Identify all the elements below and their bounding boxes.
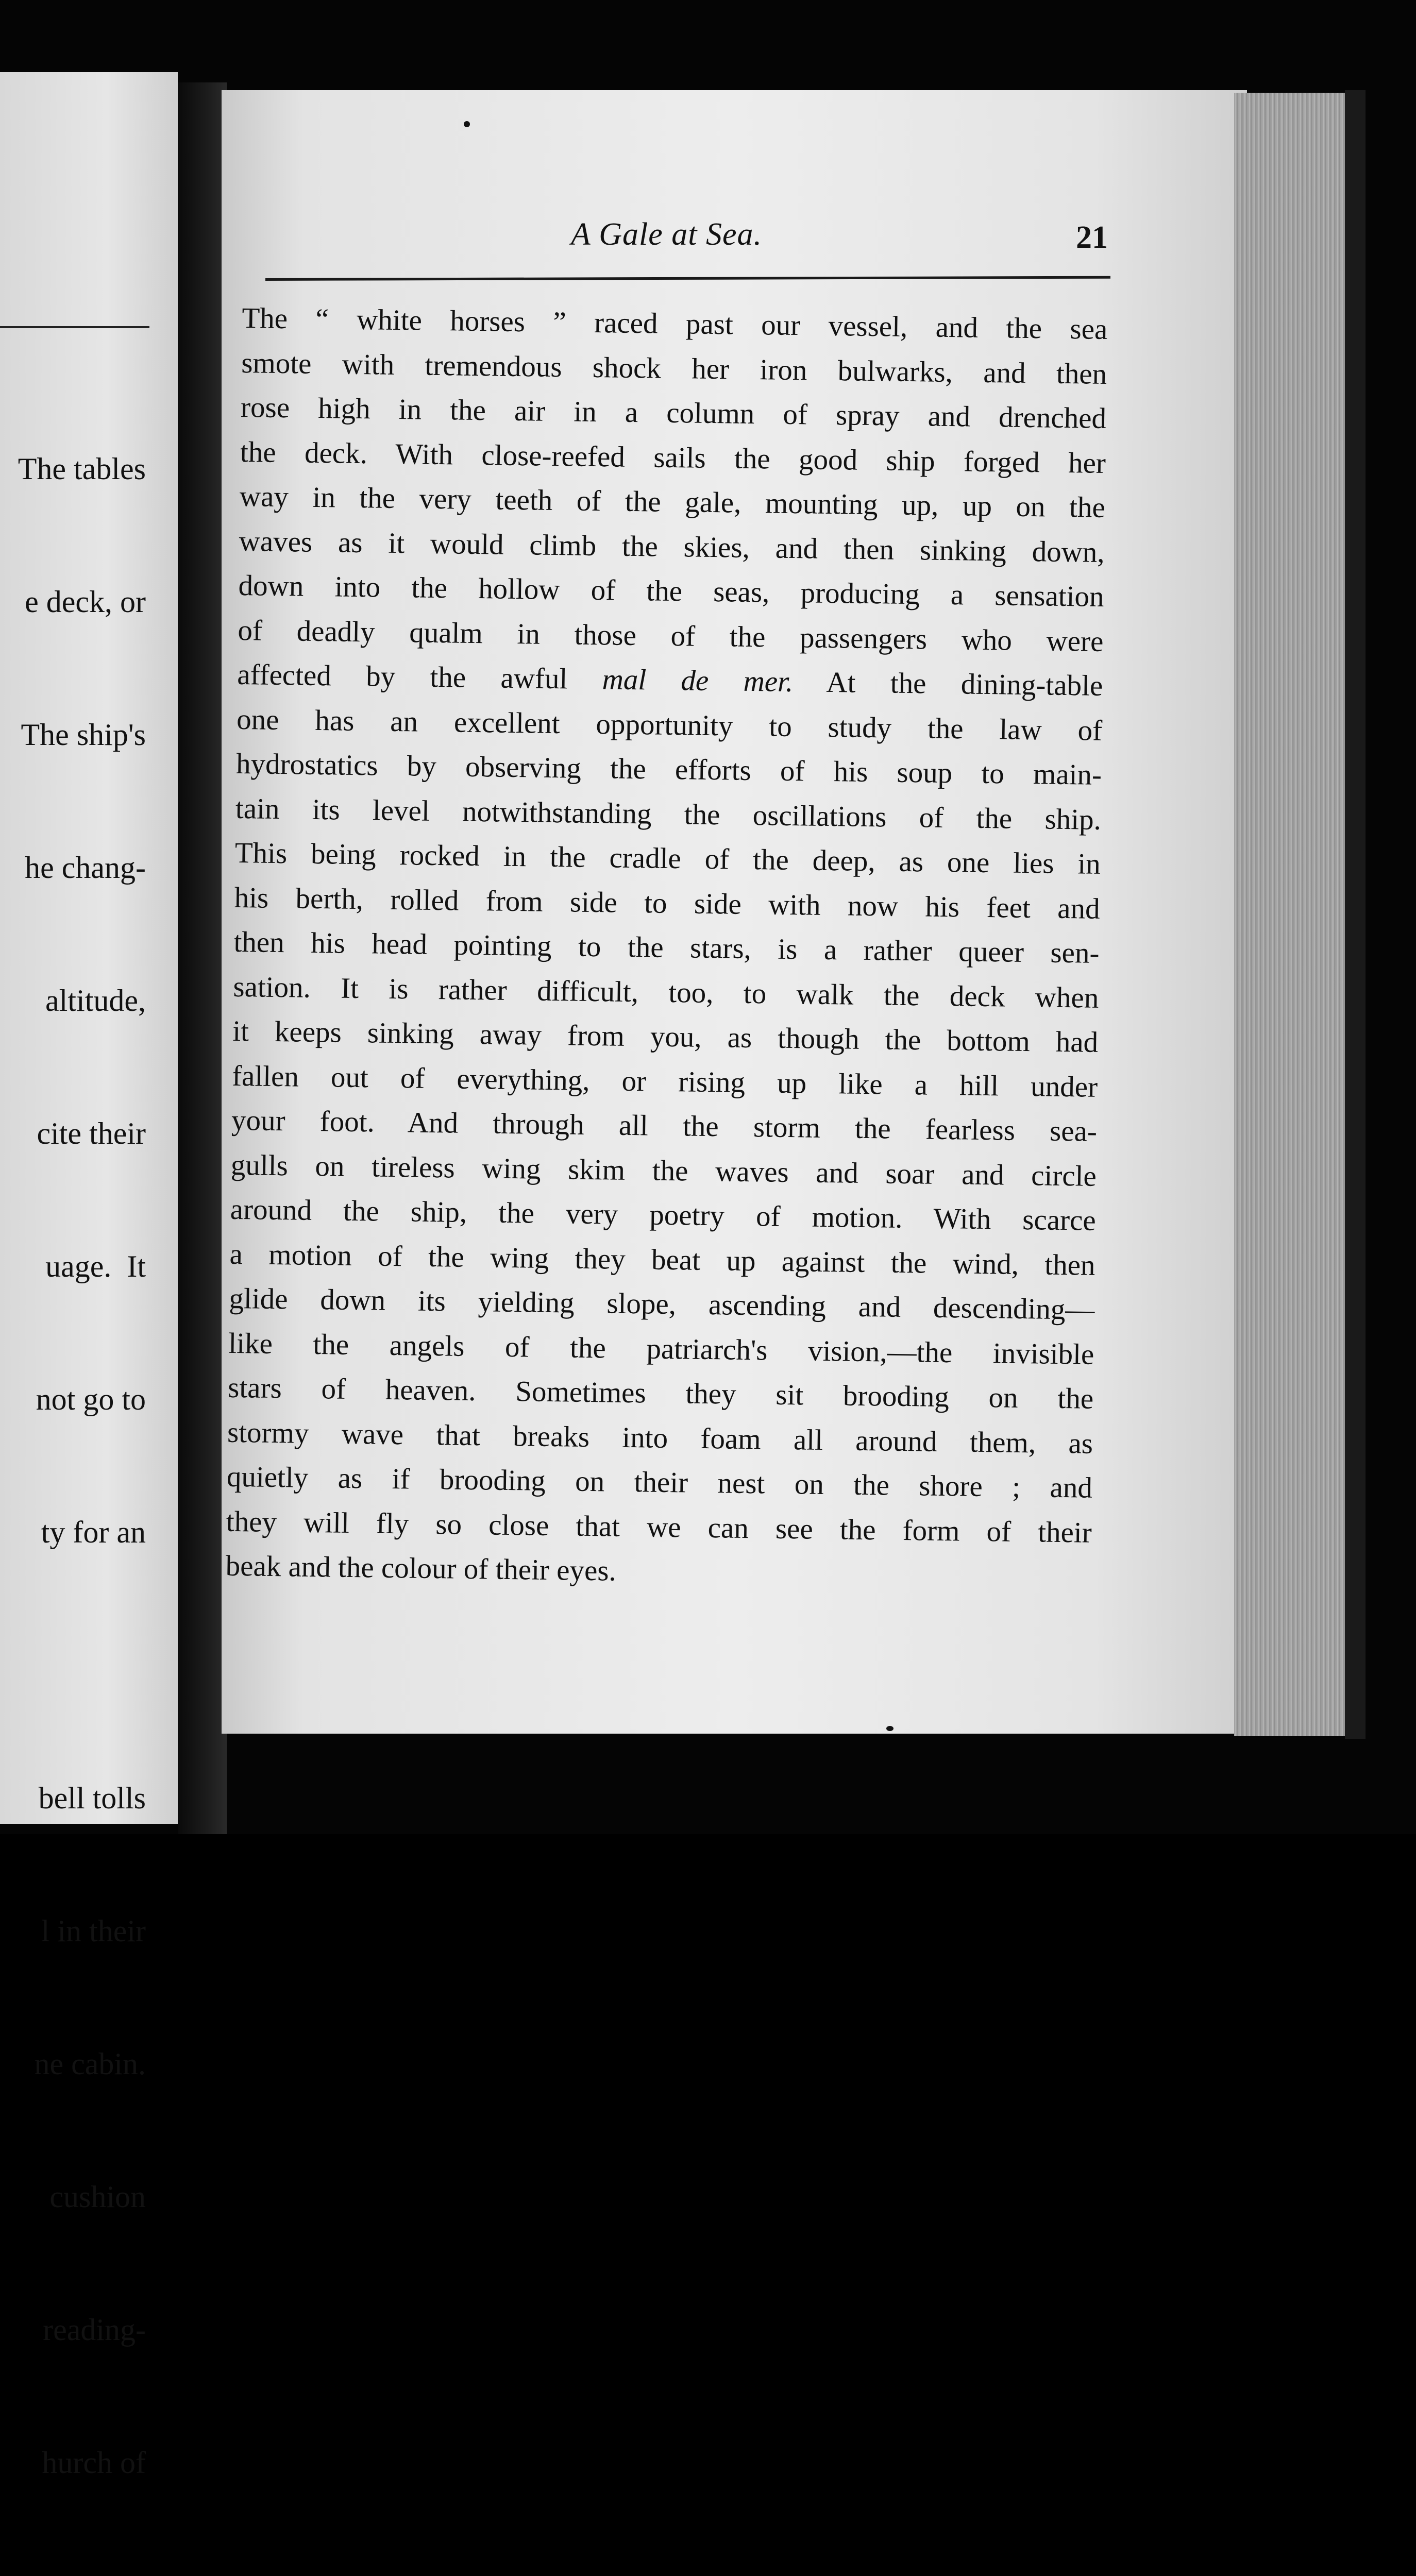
left-line: not go to xyxy=(36,1382,146,1416)
left-line: The ship's xyxy=(21,718,146,752)
text-line: rose high in the air in a column of spray and drenched xyxy=(240,391,1107,435)
body-text xyxy=(225,296,1108,1600)
left-line: reading- xyxy=(43,2313,146,2347)
text-line: of deadly qualm in those of the passengers who were xyxy=(238,614,1104,658)
book-cover-edge xyxy=(1345,90,1366,1739)
text-line: around the ship, the very poetry of motion. With scarce xyxy=(230,1193,1097,1237)
running-head-title: A Gale at Sea. xyxy=(571,217,763,252)
text-line-last: beak and the colour of their eyes. xyxy=(225,1549,617,1587)
text-line: stormy wave that breaks into foam all around them, as xyxy=(227,1416,1093,1460)
left-line: hurch of xyxy=(42,2446,146,2480)
text-line: his berth, rolled from side to side with now his feet and xyxy=(234,881,1100,925)
left-line: altitude, xyxy=(45,984,146,1018)
left-line: uage. It xyxy=(45,1249,146,1283)
text-line: stars of heaven. Sometimes they sit brooding on the xyxy=(227,1371,1094,1415)
left-page-rule xyxy=(0,326,149,328)
text-line: tain its level notwithstanding the oscillations of the ship. xyxy=(235,792,1102,836)
page-edges xyxy=(1234,93,1345,1736)
left-page-text xyxy=(18,358,146,2576)
text-line: hydrostatics by observing the efforts of his soup to main- xyxy=(235,747,1102,791)
left-line: ty for an xyxy=(41,1515,146,1549)
text-line: your foot. And through all the storm the fearless sea- xyxy=(231,1104,1098,1148)
text-line: gulls on tireless wing skim the waves and soar and circle xyxy=(230,1148,1097,1193)
text-line: a motion of the wing they beat up against the wind, then xyxy=(229,1238,1095,1282)
left-line xyxy=(18,2573,146,2576)
text-line: glide down its yielding slope, ascending and descending— xyxy=(229,1282,1095,1326)
text-segment: At the dining-table xyxy=(826,666,1103,702)
left-line: he chang- xyxy=(25,851,146,885)
text-line: waves as it would climb the skies, and then sinking down, xyxy=(239,524,1105,569)
text-line: smote with tremendous shock her iron bulwarks, and then xyxy=(241,346,1107,391)
left-line: cite their xyxy=(37,1116,146,1150)
text-segment: affected by the awful xyxy=(237,658,568,696)
book-gutter xyxy=(178,82,227,1834)
text-line: the deck. With close-reefed sails the good ship forged her xyxy=(240,435,1106,480)
text-line: sation. It is rather difficult, too, to walk the deck when xyxy=(233,970,1099,1014)
text-line: like the angels of the patriarch's vision,—the invisible xyxy=(228,1327,1094,1371)
left-line: e deck, or xyxy=(25,585,146,619)
left-line: l in their xyxy=(41,1914,146,1948)
ink-speck xyxy=(464,121,470,127)
left-line: bell tolls xyxy=(38,1781,146,1815)
italic-phrase: mal de mer. xyxy=(602,663,794,699)
left-line: The tables xyxy=(18,452,146,486)
text-line: one has an excellent opportunity to study the law of xyxy=(236,703,1103,747)
text-line: then his head pointing to the stars, is a rather queer sen- xyxy=(233,925,1100,970)
text-line: quietly as if brooding on their nest on the shore ; and xyxy=(226,1460,1093,1504)
text-line: This being rocked in the cradle of the deep, as one lies in xyxy=(234,836,1101,880)
left-line: cushion xyxy=(49,2180,146,2214)
text-line: The “ white horses ” raced past our vessel, and the sea xyxy=(242,301,1108,346)
text-line: they will fly so close that we can see the form of their xyxy=(226,1505,1092,1549)
left-page-fragment xyxy=(0,72,178,2480)
running-head xyxy=(0,216,1416,263)
left-line: ne cabin. xyxy=(34,2047,146,2081)
ink-speck xyxy=(886,1726,894,1731)
text-line: fallen out of everything, or rising up like a hill under xyxy=(231,1059,1098,1104)
text-line: it keeps sinking away from you, as though the bottom had xyxy=(232,1014,1099,1059)
text-line: down into the hollow of the seas, producing a sensation xyxy=(238,569,1104,613)
paragraph-gap xyxy=(18,1643,146,1687)
text-line: way in the very teeth of the gale, mounting up, up on the xyxy=(239,480,1106,524)
page-number: 21 xyxy=(1076,220,1108,255)
